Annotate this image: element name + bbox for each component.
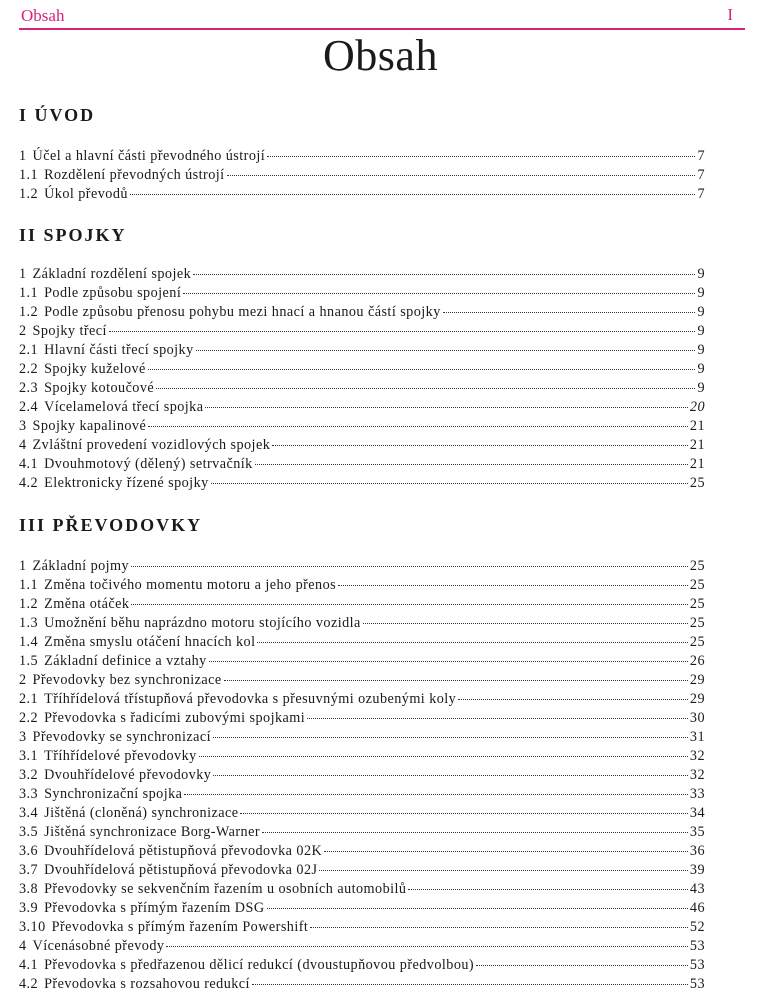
toc-entry[interactable] <box>19 652 705 671</box>
toc-entry[interactable] <box>19 633 705 652</box>
toc-entry-page: 21 <box>689 418 705 434</box>
toc-entry-page: 52 <box>689 919 705 935</box>
dot-leader <box>408 888 687 890</box>
toc-entry-title: Tříhřídelové převodovky <box>44 748 197 764</box>
toc-entry-number: 1.1 <box>19 285 39 301</box>
dot-leader <box>205 406 687 408</box>
toc-entry[interactable] <box>19 880 705 899</box>
toc-entry-number: 2.3 <box>19 380 39 396</box>
toc-entry-number: 2.1 <box>19 342 39 358</box>
section-heading-prevodovky: III PŘEVODOVKY <box>19 515 203 535</box>
toc-entry-title: Převodovky se sekvenčním řazením u osobních automobilů <box>44 881 407 897</box>
toc-entry-page: 30 <box>689 710 705 726</box>
dot-leader <box>338 584 688 586</box>
toc-entry-page: 53 <box>689 938 705 954</box>
toc-entry-page: 53 <box>689 957 705 973</box>
running-header-title: Obsah <box>21 6 65 25</box>
toc-entry-number: 2.2 <box>19 361 39 377</box>
toc-entry-title: Jištěná synchronizace Borg-Warner <box>44 824 261 840</box>
toc-entry-page: 25 <box>689 577 705 593</box>
toc-entry-page: 32 <box>689 748 705 764</box>
toc-entry-title: Základní pojmy <box>32 558 130 574</box>
toc-entry-title: Spojky třecí <box>32 323 107 339</box>
toc-entry[interactable] <box>19 284 705 303</box>
toc-entry-title: Tříhřídelová třístupňová převodovka s přesuvnými ozubenými koly <box>44 691 457 707</box>
toc-entry-number: 3.6 <box>19 843 39 859</box>
toc-entry[interactable] <box>19 360 705 379</box>
toc-entry-title: Umožnění běhu naprázdno motoru stojícího vozidla <box>44 615 361 631</box>
dot-leader <box>213 736 688 738</box>
dot-leader <box>209 660 688 662</box>
dot-leader <box>211 482 688 484</box>
dot-leader <box>183 292 695 294</box>
toc-entry[interactable] <box>19 595 705 614</box>
toc-entry-page: 29 <box>689 691 705 707</box>
toc-entry-number: 4.1 <box>19 957 39 973</box>
toc-entry-number: 1.3 <box>19 615 39 631</box>
dot-leader <box>262 831 688 833</box>
toc-entry[interactable] <box>19 709 705 728</box>
toc-entry-page: 36 <box>689 843 705 859</box>
toc-entry-number: 3.3 <box>19 786 39 802</box>
toc-entry[interactable] <box>19 455 705 474</box>
toc-entry-title: Zvláštní provedení vozidlových spojek <box>32 437 271 453</box>
toc-entry-number: 3.9 <box>19 900 39 916</box>
toc-entry-title: Vícelamelová třecí spojka <box>44 399 204 415</box>
dot-leader <box>199 755 688 757</box>
dot-leader <box>272 444 688 446</box>
toc-entry-title: Dvouhřídelová pětistupňová převodovka 02K <box>44 843 323 859</box>
toc-entry[interactable] <box>19 166 705 185</box>
dot-leader <box>156 387 695 389</box>
toc-entry[interactable] <box>19 842 705 861</box>
toc-entry-page: 7 <box>697 167 705 183</box>
toc-list-spojky <box>19 265 705 493</box>
toc-entry-page: 46 <box>689 900 705 916</box>
toc-entry-page: 26 <box>689 653 705 669</box>
toc-entry[interactable] <box>19 766 705 785</box>
toc-entry-number: 2 <box>19 323 27 339</box>
toc-entry-title: Spojky kuželové <box>44 361 146 377</box>
dot-leader <box>131 565 688 567</box>
toc-entry-page: 9 <box>697 323 705 339</box>
section-heading-spojky: II SPOJKY <box>19 225 127 245</box>
toc-entry[interactable] <box>19 398 705 417</box>
dot-leader <box>131 603 687 605</box>
toc-entry-title: Převodovka s rozsahovou redukcí <box>44 976 250 992</box>
toc-entry[interactable] <box>19 785 705 804</box>
toc-entry-title: Vícenásobné převody <box>32 938 165 954</box>
toc-entry-number: 3.4 <box>19 805 39 821</box>
toc-entry-page: 7 <box>697 186 705 202</box>
toc-entry-title: Účel a hlavní části převodného ústrojí <box>32 148 266 164</box>
toc-entry-number: 2.1 <box>19 691 39 707</box>
toc-entry-title: Synchronizační spojka <box>44 786 183 802</box>
toc-entry[interactable] <box>19 918 705 937</box>
toc-entry-number: 1.1 <box>19 577 39 593</box>
toc-entry[interactable] <box>19 614 705 633</box>
dot-leader <box>267 155 695 157</box>
toc-entry-title: Podle způsobu spojení <box>44 285 182 301</box>
running-header <box>19 0 745 30</box>
dot-leader <box>319 869 687 871</box>
toc-entry[interactable] <box>19 747 705 766</box>
toc-entry[interactable] <box>19 956 705 975</box>
toc-entry-page: 25 <box>689 634 705 650</box>
toc-entry-page: 21 <box>689 456 705 472</box>
toc-entry-page: 7 <box>697 148 705 164</box>
toc-entry-title: Změna točivého momentu motoru a jeho přenos <box>44 577 337 593</box>
toc-entry-number: 3 <box>19 418 27 434</box>
dot-leader <box>252 983 688 985</box>
toc-entry-title: Dvouhřídelová pětistupňová převodovka 02J <box>44 862 318 878</box>
dot-leader <box>166 945 688 947</box>
toc-entry-number: 2.4 <box>19 399 39 415</box>
toc-entry-number: 2.2 <box>19 710 39 726</box>
toc-entry-title: Základní rozdělení spojek <box>32 266 192 282</box>
dot-leader <box>307 717 688 719</box>
dot-leader <box>458 698 688 700</box>
dot-leader <box>184 793 688 795</box>
dot-leader <box>240 812 687 814</box>
toc-entry-page: 9 <box>697 380 705 396</box>
toc-entry-number: 4 <box>19 938 27 954</box>
dot-leader <box>267 907 688 909</box>
toc-entry-title: Elektronicky řízené spojky <box>44 475 209 491</box>
toc-entry-title: Spojky kotoučové <box>44 380 155 396</box>
toc-entry-number: 4 <box>19 437 27 453</box>
toc-entry-number: 1.2 <box>19 304 39 320</box>
toc-entry-title: Úkol převodů <box>44 186 128 202</box>
toc-entry-page: 9 <box>697 361 705 377</box>
toc-entry-number: 3 <box>19 729 27 745</box>
section-heading-uvod: I ÚVOD <box>19 105 96 125</box>
dot-leader <box>130 193 696 195</box>
toc-entry[interactable] <box>19 728 705 747</box>
toc-entry-title: Rozdělení převodných ústrojí <box>44 167 225 183</box>
toc-entry-page: 29 <box>689 672 705 688</box>
toc-entry-number: 1.2 <box>19 186 39 202</box>
toc-entry-title: Spojky kapalinové <box>32 418 147 434</box>
toc-entry-number: 2 <box>19 672 27 688</box>
toc-entry-title: Dvouhmotový (dělený) setrvačník <box>44 456 253 472</box>
toc-entry-title: Převodovka s přímým řazením Powershift <box>51 919 309 935</box>
toc-entry-number: 1.4 <box>19 634 39 650</box>
dot-leader <box>257 641 687 643</box>
toc-entry-page: 25 <box>689 596 705 612</box>
toc-entry[interactable] <box>19 671 705 690</box>
toc-entry[interactable] <box>19 265 705 284</box>
toc-entry[interactable] <box>19 937 705 956</box>
dot-leader <box>324 850 688 852</box>
toc-entry-number: 4.2 <box>19 475 39 491</box>
toc-entry-number: 1.2 <box>19 596 39 612</box>
toc-entry-title: Změna otáček <box>44 596 130 612</box>
toc-entry-page: 39 <box>689 862 705 878</box>
toc-entry-page: 9 <box>697 285 705 301</box>
toc-entry[interactable] <box>19 417 705 436</box>
toc-entry[interactable] <box>19 436 705 455</box>
toc-entry[interactable] <box>19 975 705 994</box>
toc-entry-number: 3.2 <box>19 767 39 783</box>
toc-entry-page: 9 <box>697 266 705 282</box>
toc-entry-title: Dvouhřídelové převodovky <box>44 767 212 783</box>
toc-entry-title: Převodovka s přímým řazením DSG <box>44 900 265 916</box>
dot-leader <box>148 425 688 427</box>
toc-entry-title: Změna smyslu otáčení hnacích kol <box>44 634 256 650</box>
toc-entry[interactable] <box>19 899 705 918</box>
toc-entry[interactable] <box>19 690 705 709</box>
dot-leader <box>196 349 696 351</box>
toc-entry-title: Hlavní části třecí spojky <box>44 342 194 358</box>
toc-entry-number: 1 <box>19 558 27 574</box>
toc-entry-title: Podle způsobu přenosu pohybu mezi hnací a hnanou částí spojky <box>44 304 441 320</box>
page-title: Obsah <box>323 31 438 80</box>
dot-leader <box>255 463 688 465</box>
toc-entry-number: 1.1 <box>19 167 39 183</box>
toc-entry-title: Převodovky se synchronizací <box>32 729 211 745</box>
toc-list-prevodovky <box>19 557 705 994</box>
toc-entry-page: 31 <box>689 729 705 745</box>
toc-entry-title: Jištěná (cloněná) synchronizace <box>44 805 239 821</box>
dot-leader <box>476 964 688 966</box>
toc-entry[interactable] <box>19 322 705 341</box>
toc-entry-page: 20 <box>689 399 705 415</box>
dot-leader <box>109 330 696 332</box>
toc-entry-page: 25 <box>689 615 705 631</box>
toc-entry[interactable] <box>19 303 705 322</box>
toc-entry-number: 1 <box>19 148 27 164</box>
toc-entry[interactable] <box>19 823 705 842</box>
dot-leader <box>443 311 696 313</box>
dot-leader <box>213 774 688 776</box>
toc-entry-number: 1 <box>19 266 27 282</box>
toc-entry-page: 53 <box>689 976 705 992</box>
toc-list-uvod <box>19 147 705 204</box>
toc-entry-page: 25 <box>689 558 705 574</box>
toc-entry[interactable] <box>19 804 705 823</box>
toc-entry-number: 3.10 <box>19 919 46 935</box>
toc-entry-page: 9 <box>697 342 705 358</box>
toc-entry-title: Převodovka s řadicími zubovými spojkami <box>44 710 306 726</box>
toc-entry-number: 4.2 <box>19 976 39 992</box>
toc-entry-title: Základní definice a vztahy <box>44 653 207 669</box>
toc-entry[interactable] <box>19 576 705 595</box>
dot-leader <box>227 174 696 176</box>
dot-leader <box>310 926 688 928</box>
toc-entry-number: 1.5 <box>19 653 39 669</box>
toc-entry[interactable] <box>19 147 705 166</box>
toc-entry-number: 3.7 <box>19 862 39 878</box>
toc-entry[interactable] <box>19 861 705 880</box>
toc-entry-number: 3.5 <box>19 824 39 840</box>
dot-leader <box>193 273 695 275</box>
toc-entry-page: 9 <box>697 304 705 320</box>
toc-entry-page: 25 <box>689 475 705 491</box>
toc-entry-number: 4.1 <box>19 456 39 472</box>
toc-entry-page: 21 <box>689 437 705 453</box>
toc-entry-page: 43 <box>689 881 705 897</box>
toc-entry[interactable] <box>19 379 705 398</box>
toc-entry-page: 34 <box>689 805 705 821</box>
toc-entry[interactable] <box>19 474 705 493</box>
toc-entry-page: 35 <box>689 824 705 840</box>
toc-entry-number: 3.8 <box>19 881 39 897</box>
toc-entry-title: Převodovka s předřazenou dělicí redukcí (dvoustupňovou předvolbou) <box>44 957 475 973</box>
toc-entry-page: 33 <box>689 786 705 802</box>
toc-entry[interactable] <box>19 557 705 576</box>
toc-entry[interactable] <box>19 341 705 360</box>
toc-entry-number: 3.1 <box>19 748 39 764</box>
dot-leader <box>148 368 696 370</box>
dot-leader <box>363 622 688 624</box>
toc-entry-page: 32 <box>689 767 705 783</box>
toc-entry-title: Převodovky bez synchronizace <box>32 672 222 688</box>
running-header-page-number: I <box>727 5 733 24</box>
dot-leader <box>224 679 688 681</box>
toc-entry[interactable] <box>19 185 705 204</box>
